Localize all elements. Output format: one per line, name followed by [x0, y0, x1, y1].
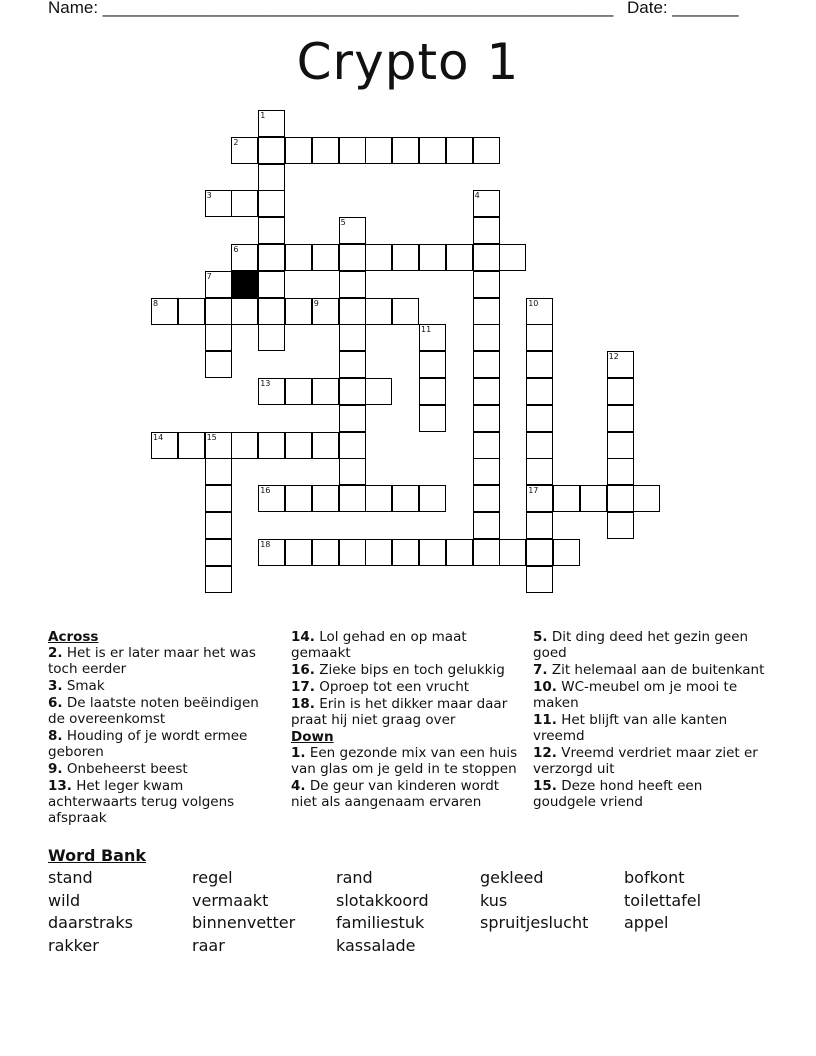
- word-bank-item: stand: [48, 868, 93, 887]
- grid-cell[interactable]: [258, 217, 285, 244]
- grid-cell[interactable]: [473, 351, 500, 378]
- grid-cell[interactable]: [205, 512, 232, 539]
- date-field[interactable]: Date: _______: [627, 0, 739, 17]
- clue-number: 5: [340, 218, 346, 228]
- clue-number: 10: [528, 298, 539, 308]
- grid-cell[interactable]: [473, 405, 500, 432]
- clue-down-5: 5. Dit ding deed het gezin geen goed: [533, 629, 749, 661]
- grid-cell[interactable]: [526, 324, 553, 351]
- grid-cell[interactable]: [526, 378, 553, 405]
- clue-number: 14: [153, 432, 164, 442]
- grid-cell[interactable]: [607, 458, 634, 485]
- grid-cell[interactable]: [339, 324, 366, 351]
- grid-cell[interactable]: [258, 110, 285, 137]
- clue-number: 13: [260, 379, 271, 388]
- word-bank-item: kus: [480, 890, 508, 910]
- clue-across-16: 16. Zieke bips en toch gelukkig: [291, 662, 505, 678]
- word-bank-item: toilettafel: [624, 890, 702, 910]
- word-bank-item: rand: [336, 868, 373, 887]
- grid-cell[interactable]: [205, 485, 232, 512]
- grid-cell[interactable]: [339, 137, 366, 164]
- grid-cell[interactable]: [526, 512, 553, 539]
- grid-cell[interactable]: [339, 244, 366, 271]
- word-bank-item: rakker: [48, 935, 99, 955]
- grid-cell[interactable]: [258, 164, 285, 191]
- grid-cell[interactable]: [365, 298, 392, 325]
- grid-cell[interactable]: [392, 244, 419, 271]
- grid-cell[interactable]: [607, 512, 634, 539]
- grid-cell[interactable]: [258, 432, 285, 459]
- grid-cell[interactable]: [339, 217, 366, 244]
- clues-column-1: [48, 629, 273, 827]
- grid-cell[interactable]: [526, 405, 553, 432]
- grid-cell[interactable]: [205, 458, 232, 485]
- grid-cell[interactable]: [392, 485, 419, 512]
- word-bank-item: vermaakt: [192, 890, 269, 910]
- grid-cell[interactable]: [473, 378, 500, 405]
- clue-across-3: 3. Smak: [48, 678, 105, 694]
- grid-cell[interactable]: [446, 539, 473, 566]
- clue-across-17: 17. Oproep tot een vrucht: [291, 679, 470, 695]
- grid-cell[interactable]: [473, 485, 500, 512]
- grid-cell[interactable]: [473, 244, 500, 271]
- clue-number: 7: [206, 271, 212, 281]
- grid-cell[interactable]: [419, 351, 446, 378]
- grid-cell[interactable]: [312, 378, 339, 405]
- grid-cell[interactable]: [526, 351, 553, 378]
- word-bank-item: kassalade: [336, 935, 416, 955]
- grid-cell[interactable]: [553, 539, 580, 566]
- word-bank-item: spruitjeslucht: [480, 913, 589, 932]
- grid-cell[interactable]: [339, 405, 366, 432]
- grid-cell[interactable]: [526, 298, 553, 325]
- grid-cell[interactable]: [446, 244, 473, 271]
- grid-cell[interactable]: [205, 271, 232, 298]
- clue-down-12: 12. Vreemd verdriet maar ziet er verzorgd uit: [533, 745, 758, 777]
- grid-cell[interactable]: [258, 485, 285, 512]
- clue-down-15: 15. Deze hond heeft een goudgele vriend: [533, 778, 703, 810]
- grid-cell[interactable]: [312, 432, 339, 459]
- grid-cell[interactable]: [473, 458, 500, 485]
- clue-across-14: 14. Lol gehad en op maat gemaakt: [291, 629, 467, 661]
- grid-cell[interactable]: [607, 485, 634, 512]
- clue-across-13: 13. Het leger kwam achterwaarts terug volgens afspraak: [48, 778, 235, 826]
- grid-cell[interactable]: [339, 271, 366, 298]
- clue-number: 6: [233, 245, 239, 254]
- grid-cell[interactable]: [258, 271, 285, 298]
- word-bank-item: familiestuk: [336, 913, 425, 932]
- grid-cell[interactable]: [392, 298, 419, 325]
- clue-across-9: 9. Onbeheerst beest: [48, 761, 188, 777]
- grid-cell[interactable]: [446, 137, 473, 164]
- grid-cell[interactable]: [205, 351, 232, 378]
- grid-cell[interactable]: [205, 298, 232, 325]
- clue-down-7: 7. Zit helemaal aan de buitenkant: [533, 662, 765, 678]
- word-bank-item: slotakkoord: [336, 890, 429, 910]
- grid-cell[interactable]: [231, 137, 258, 164]
- grid-cell[interactable]: [607, 405, 634, 432]
- grid-cell[interactable]: [205, 539, 232, 566]
- grid-cell[interactable]: [526, 566, 553, 593]
- clue-across-18: 18. Erin is het dikker maar daar praat hij niet graag over: [291, 696, 508, 728]
- grid-cell[interactable]: [473, 324, 500, 351]
- word-bank-heading: Word Bank: [48, 846, 147, 865]
- clue-number: 11: [421, 325, 432, 335]
- word-bank-item: gekleed: [480, 868, 544, 887]
- grid-cell[interactable]: [419, 324, 446, 351]
- grid-cell[interactable]: [526, 458, 553, 485]
- clues-column-3: [533, 629, 765, 811]
- grid-cell[interactable]: [473, 271, 500, 298]
- clue-number: 8: [153, 298, 159, 308]
- grid-cell[interactable]: [151, 298, 178, 325]
- word-bank-item: binnenvetter: [192, 913, 296, 932]
- grid-cell[interactable]: [499, 244, 526, 271]
- grid-cell[interactable]: [231, 190, 258, 217]
- grid-cell[interactable]: [339, 351, 366, 378]
- grid-cell[interactable]: [473, 432, 500, 459]
- clue-down-11: 11. Het blijft van alle kanten vreemd: [533, 712, 728, 744]
- clue-across-6: 6. De laatste noten beëindigen de overeenkomst: [48, 695, 259, 727]
- grid-cell[interactable]: [205, 566, 232, 593]
- grid-cell[interactable]: [285, 298, 312, 325]
- grid-cell[interactable]: [312, 539, 339, 566]
- grid-cell[interactable]: [205, 190, 232, 217]
- clue-number: 9: [313, 298, 319, 308]
- grid-cell[interactable]: [312, 298, 339, 325]
- clue-down-1: 1. Een gezonde mix van een huis van glas om je geld in te stoppen: [291, 745, 518, 777]
- grid-cell[interactable]: [205, 324, 232, 351]
- grid-cell[interactable]: [231, 432, 258, 459]
- grid-cell[interactable]: [526, 539, 553, 566]
- word-bank-item: raar: [192, 935, 225, 955]
- grid-cell[interactable]: [285, 485, 312, 512]
- word-bank-item: bofkont: [624, 868, 685, 887]
- grid-cell[interactable]: [473, 217, 500, 244]
- grid-cell[interactable]: [231, 298, 258, 325]
- grid-cell[interactable]: [473, 298, 500, 325]
- grid-cell[interactable]: [607, 351, 634, 378]
- grid-cell[interactable]: [258, 244, 285, 271]
- grid-cell[interactable]: [285, 432, 312, 459]
- grid-cell[interactable]: [151, 432, 178, 459]
- grid-cell[interactable]: [392, 137, 419, 164]
- page-title: Crypto 1: [296, 33, 520, 91]
- grid-cell[interactable]: [553, 485, 580, 512]
- grid-cell[interactable]: [258, 378, 285, 405]
- grid-cell[interactable]: [419, 244, 446, 271]
- grid-cell[interactable]: [419, 485, 446, 512]
- clue-number: 18: [260, 539, 271, 549]
- grid-black-cell: [231, 271, 258, 298]
- grid-cell[interactable]: [178, 432, 205, 459]
- clue-number: 1: [260, 111, 266, 120]
- grid-cell[interactable]: [365, 244, 392, 271]
- grid-cell[interactable]: [205, 432, 232, 459]
- grid-cell[interactable]: [365, 539, 392, 566]
- grid-cell[interactable]: [285, 378, 312, 405]
- grid-cell[interactable]: [178, 298, 205, 325]
- clue-number: 12: [608, 352, 619, 362]
- grid-cell[interactable]: [419, 405, 446, 432]
- clue-number: 3: [206, 191, 212, 201]
- clue-number: 15: [206, 432, 217, 442]
- clues-column-2: [291, 629, 519, 811]
- grid-cell[interactable]: [607, 432, 634, 459]
- grid-cell[interactable]: [285, 539, 312, 566]
- grid-cell[interactable]: [339, 539, 366, 566]
- clue-down-10: 10. WC-meubel om je mooi te maken: [533, 679, 738, 711]
- grid-cell[interactable]: [285, 137, 312, 164]
- grid-cell[interactable]: [365, 378, 392, 405]
- grid-cell[interactable]: [419, 137, 446, 164]
- clue-number: 4: [474, 191, 480, 201]
- grid-cell[interactable]: [258, 324, 285, 351]
- grid-cell[interactable]: [258, 137, 285, 164]
- grid-cell[interactable]: [312, 485, 339, 512]
- grid-cell[interactable]: [473, 512, 500, 539]
- grid-cell[interactable]: [526, 485, 553, 512]
- grid-cell[interactable]: [365, 137, 392, 164]
- clue-across-2: 2. Het is er later maar het was toch eerder: [48, 645, 256, 677]
- clue-number: 2: [233, 137, 239, 147]
- word-bank-item: appel: [624, 913, 669, 932]
- grid-cell[interactable]: [526, 432, 553, 459]
- grid-cell[interactable]: [312, 244, 339, 271]
- grid-cell[interactable]: [633, 485, 660, 512]
- grid-cell[interactable]: [499, 539, 526, 566]
- grid-cell[interactable]: [339, 378, 366, 405]
- grid-cell[interactable]: [258, 539, 285, 566]
- grid-cell[interactable]: [607, 378, 634, 405]
- grid-cell[interactable]: [580, 485, 607, 512]
- grid-cell[interactable]: [258, 190, 285, 217]
- clue-number: 17: [528, 486, 539, 496]
- grid-cell[interactable]: [473, 190, 500, 217]
- grid-cell[interactable]: [365, 485, 392, 512]
- grid-cell[interactable]: [312, 137, 339, 164]
- grid-cell[interactable]: [339, 485, 366, 512]
- grid-cell[interactable]: [339, 432, 366, 459]
- grid-cell[interactable]: [392, 539, 419, 566]
- clue-across-8: 8. Houding of je wordt ermee geboren: [48, 728, 248, 760]
- grid-cell[interactable]: [231, 244, 258, 271]
- grid-cell[interactable]: [258, 298, 285, 325]
- grid-cell[interactable]: [285, 244, 312, 271]
- grid-cell[interactable]: [419, 539, 446, 566]
- grid-cell[interactable]: [473, 137, 500, 164]
- grid-cell[interactable]: [473, 539, 500, 566]
- down-heading: Down: [291, 729, 334, 745]
- word-bank-item: wild: [48, 890, 81, 910]
- grid-cell[interactable]: [339, 298, 366, 325]
- word-bank-item: regel: [192, 868, 233, 887]
- grid-cell[interactable]: [419, 378, 446, 405]
- clue-number: 16: [260, 486, 271, 496]
- across-heading: Across: [48, 629, 99, 645]
- grid-cell[interactable]: [339, 458, 366, 485]
- clue-down-4: 4. De geur van kinderen wordt niet als aangenaam ervaren: [291, 778, 500, 810]
- word-bank-item: daarstraks: [48, 913, 133, 932]
- name-field[interactable]: Name: ______________________________________________________: [48, 0, 614, 17]
